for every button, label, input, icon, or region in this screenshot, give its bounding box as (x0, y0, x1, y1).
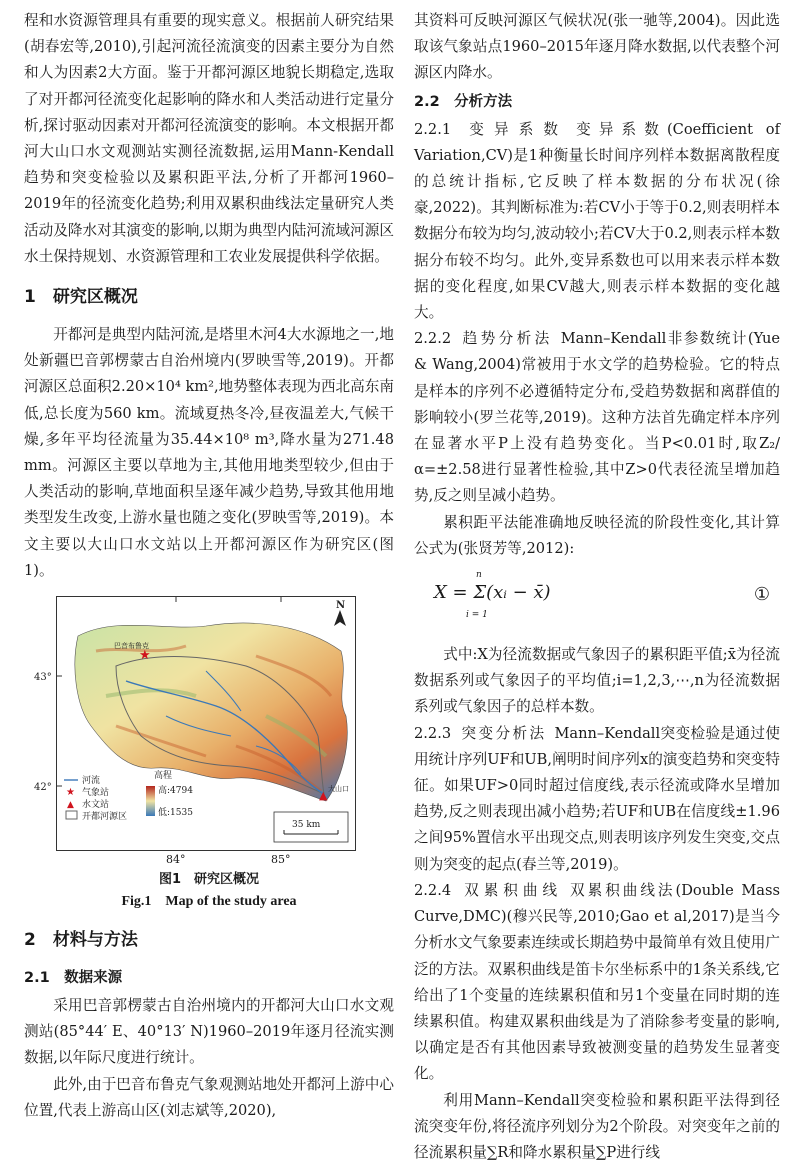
subsection-2-2-2 (414, 326, 780, 509)
svg-text:★: ★ (66, 787, 75, 799)
study-area-map (24, 596, 394, 913)
station-label-west: 巴音布鲁克 (114, 642, 149, 651)
subsection-text: Mann–Kendall非参数统计(Yue & Wang,2004)常被用于水文学的趋势检验。它的特点是样本的序列不必遵循特定分布,受趋势数据和离群值的影响较小(罗兰花等,2019)。这种方法首先确定样本序列在显著水平P上没有趋势变化。当P<0.01时,取Z₂/α=±2.58进行显著性检验,其中Z>0代表径流呈增加趋势,反之则呈减小趋势。 (414, 330, 780, 505)
station-label-east: 大山口 (328, 785, 349, 794)
lon-label-left: 84° (166, 853, 186, 867)
last-paragraph: 利用Mann–Kendall突变检验和累积距平法得到径流突变年份,将径流序列划分为2个阶段。对突变年之前的径流累积量∑R和降水累积量∑P进行线 (414, 1091, 780, 1161)
legend-weather: 气象站 (82, 788, 110, 799)
data-paragraph-2: 此外,由于巴音布鲁克气象观测站地处开都河上游中心位置,代表上游高山区(刘志斌等,2020), (24, 1075, 394, 1119)
subsection-number: 2.2.3 (414, 724, 452, 742)
figure-caption-en: Fig.1 Map of the study area (121, 894, 297, 910)
subsection-text: 双累积曲线法(Double Mass Curve,DMC)(穆兴民等,2010;Gao et al,2017)是当今分析水文气象要素连续或长期趋势中最简单有效且使用广泛的方法。双累积曲线是笛卡尔坐标系中的1条关系线,它给出了1个变量的连续累积值和另1个变量在同时期的连续累积值。构建双累积曲线是为了消除参考变量的影响,以确定是否有其他因素导致被测变量的趋势发生显著变化。 (414, 881, 780, 1083)
section-2-2-heading: 2.2 分析方法 (414, 93, 513, 110)
formula-number: ① (753, 584, 770, 606)
continued-paragraph: 其资料可反映河源区气候状况(张一驰等,2004)。因此选取该气象站点1960–2015年逐月降水数据,以代表整个河源区内降水。 (414, 12, 780, 82)
figure-caption-cn: 图1 研究区概况 (158, 872, 260, 888)
legend-river: 河流 (82, 776, 101, 787)
subsection-title: 突变分析法 (461, 724, 547, 742)
subsection-text: 变异系数(Coefficient of Variation,CV)是1种衡量长时间序列样本数据离散程度的总统计指标,它反映了样本数据的分布状况(徐豪,2022)。其判断标准为:若CV小于等于0.2,则表明样本数据分布较为均匀,波动较小;若CV大于0.2,则表示样本数据分布较不均匀。此外,变异系数也可以用来表示样本数据的变化程度,如果CV越大,则表示样本数据的变化越大。 (414, 120, 780, 322)
subsection-number: 2.2.1 (414, 120, 452, 138)
formula-block (414, 570, 780, 634)
legend-high: 高:4794 (158, 786, 193, 797)
legend-hydro: 水文站 (82, 800, 110, 811)
section-2-1-heading: 2.1 数据来源 (24, 970, 123, 987)
section-1-heading: 1 研究区概况 (24, 287, 138, 308)
lon-label-right: 85° (271, 853, 291, 867)
subsection-text: Mann–Kendall突变检验是通过使用统计序列UF和UB,阐明时间序列x的演变趋势和突变特征。如果UF>0同时超过信度线,表示径流或降水呈增加趋势,反之则表现出减小趋势;若UF和UB在信度线±1.96之间95%置信水平出现交点,则表明该序列发生突变,交点则为突变的起点(春兰等,2019)。 (414, 724, 780, 873)
lat-label-top: 43° (34, 672, 52, 684)
subsection-title: 变异系数 (461, 120, 569, 138)
svg-text:▲: ▲ (67, 800, 74, 811)
data-paragraph-1: 采用巴音郭楞蒙古自治州境内的开都河大山口水文观测站(85°44′ E、40°13′ N)1960–2019年逐月径流实测数据,以年际尺度进行统计。 (24, 997, 394, 1067)
formula-sub: i = 1 (466, 610, 488, 621)
study-area-paragraph: 开都河是典型内陆河流,是塔里木河4大水源地之一,地处新疆巴音郭楞蒙古自治州境内(罗映雪等,2019)。开都河源区总面积2.20×10⁴ km²,地势整体表现为西北高东南低,总长度为560 km。流域夏热冬冷,昼夜温差大,气候干燥,多年平均径流量为35.44×10⁸ m³,降水量为271.48 mm。河源区主要以草地为主,其他用地类型较少,但由于人类活动的影响,草地面积呈逐年减少趋势,导致其他用地类型发生改变,上游水量也随之变化(罗映雪等,2019)。本文主要以大山口水文站以上开都河源区作为研究区(图1)。 (24, 326, 394, 579)
weather-station-star: ★ (139, 648, 151, 664)
scale-label: 35 km (292, 820, 321, 831)
legend-area: 开都河源区 (82, 812, 128, 823)
formula-explanation: 式中:X为径流数据或气象因子的累积距平值;x̄为径流数据系列或气象因子的平均值;i=1,2,3,⋯,n为径流数据系列或气象因子的总样本数。 (414, 646, 780, 716)
map-svg (34, 596, 356, 851)
cumulative-anomaly-paragraph: 累积距平法能准确地反映径流的阶段性变化,其计算公式为(张贤芳等,2012): (414, 513, 780, 557)
subsection-2-2-3 (414, 721, 780, 878)
legend-elev-title: 高程 (154, 771, 173, 782)
left-column (24, 8, 394, 1124)
scale-bar (274, 812, 348, 842)
north-label: N (336, 600, 346, 612)
legend-low: 低:1535 (158, 808, 193, 819)
intro-paragraph: 程和水资源管理具有重要的现实意义。根据前人研究结果(胡春宏等,2010),引起河流径流演变的因素主要分为自然和人为因素2大方面。鉴于开都河源区地貌长期稳定,选取了对开都河径流变化起影响的降水和人类活动进行定量分析,探讨驱动因素对开都河径流演变的影响。本文根据开都河大山口水文观测站实测径流数据,运用Mann-Kendall趋势和突变检验以及累积距平法,分析了开都河1960–2019年的径流变化趋势;利用双累积曲线法定量研究人类活动及降水对其演变的影响,以期为典型内陆河流域河源区水土保持规划、水资源管理和工农业发展提供科学依据。 (24, 12, 394, 265)
subsection-2-2-1 (414, 117, 780, 327)
section-2-heading: 2 材料与方法 (24, 930, 138, 951)
hydro-station-triangle: ▲ (319, 789, 328, 803)
subsection-2-2-4 (414, 878, 780, 1088)
subsection-title: 趋势分析法 (461, 330, 553, 348)
formula-sup: n (476, 570, 482, 581)
lat-label-bottom: 42° (34, 782, 52, 794)
subsection-number: 2.2.2 (414, 330, 452, 348)
subsection-title: 双累积曲线 (461, 881, 563, 899)
right-column (414, 8, 780, 1166)
formula-expression: X = Σ(xᵢ − x̄) (434, 582, 551, 604)
subsection-number: 2.2.4 (414, 881, 452, 899)
